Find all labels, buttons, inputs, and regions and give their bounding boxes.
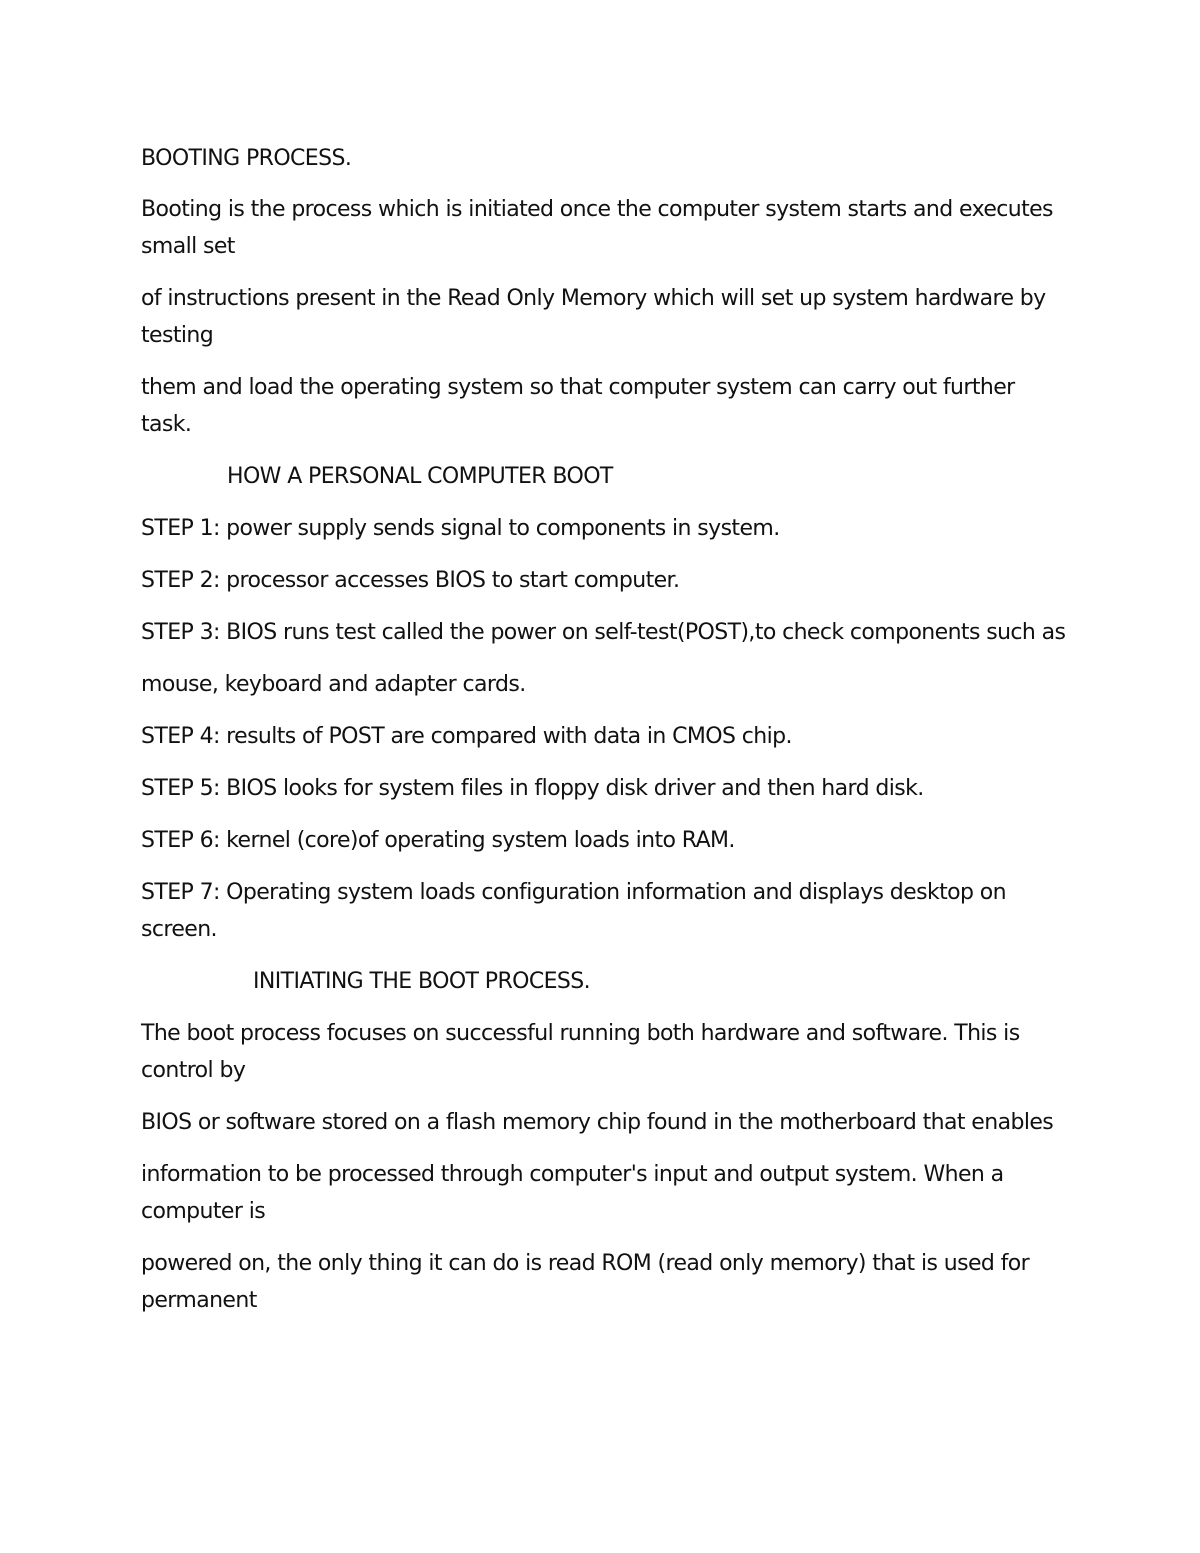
body-paragraph: information to be processed through computer's input and output system. When a computer is: [141, 1162, 1004, 1224]
step-line: STEP 2: processor accesses BIOS to start computer.: [141, 568, 680, 593]
document-title: BOOTING PROCESS.: [141, 146, 352, 171]
body-paragraph: The boot process focuses on successful running both hardware and software. This is control by: [141, 1021, 1020, 1083]
intro-paragraph: of instructions present in the Read Only Memory which will set up system hardware by testing: [141, 286, 1046, 348]
section-heading-how-pc-boots: HOW A PERSONAL COMPUTER BOOT: [227, 464, 613, 489]
step-line: STEP 4: results of POST are compared with data in CMOS chip.: [141, 724, 792, 749]
body-paragraph: powered on, the only thing it can do is read ROM (read only memory) that is used for permanent: [141, 1251, 1030, 1313]
intro-paragraph: them and load the operating system so that computer system can carry out further task.: [141, 375, 1015, 437]
step-line: STEP 7: Operating system loads configuration information and displays desktop on screen.: [141, 880, 1006, 942]
step-line: STEP 1: power supply sends signal to components in system.: [141, 516, 780, 541]
step-line: STEP 3: BIOS runs test called the power on self-test(POST),to check components such as: [141, 620, 1066, 645]
step-line: mouse, keyboard and adapter cards.: [141, 672, 526, 697]
step-line: STEP 6: kernel (core)of operating system loads into RAM.: [141, 828, 735, 853]
section-heading-initiating-boot: INITIATING THE BOOT PROCESS.: [253, 969, 591, 994]
document-body: [141, 140, 1066, 1334]
intro-paragraph: Booting is the process which is initiated once the computer system starts and executes small set: [141, 197, 1053, 259]
body-paragraph: BIOS or software stored on a flash memory chip found in the motherboard that enables: [141, 1110, 1054, 1135]
step-line: STEP 5: BIOS looks for system files in floppy disk driver and then hard disk.: [141, 776, 924, 801]
